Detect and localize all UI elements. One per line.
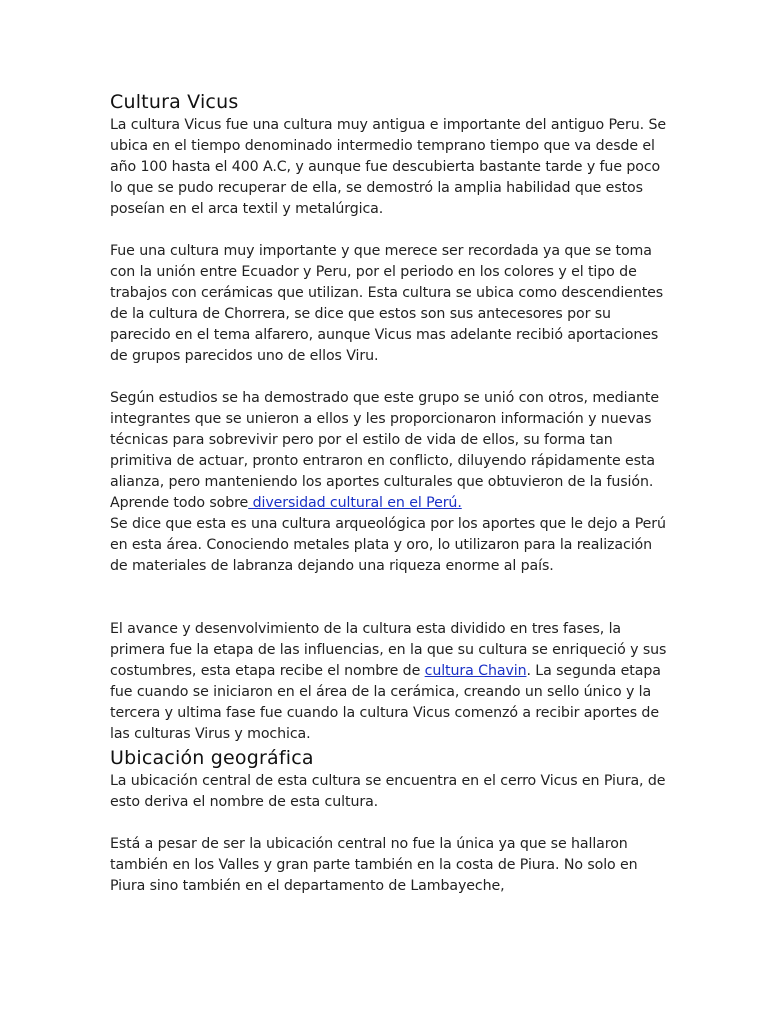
section-heading: Ubicación geográfica	[110, 747, 314, 769]
paragraph-6: La ubicación central de esta cultura se encuentra en el cerro Vicus en Piura, de esto deriva el nombre de esta cultura.	[110, 773, 666, 810]
paragraph-3	[110, 388, 670, 514]
paragraph-5-text-after: . La segunda etapa fue cuando se iniciaron en el área de la cerámica, creando un sello único y la tercera y ultima fase fue cuando la cultura Vicus comenzó a recibir aportes de las culturas Virus y mochica.	[110, 663, 661, 742]
paragraph-2: Fue una cultura muy importante y que merece ser recordada ya que se toma con la unión entre Ecuador y Peru, por el periodo en los colores y el tipo de trabajos con cerámicas que utilizan. Esta cultura se ubica como descendientes de la cultura de Chorrera, se dice que estos son sus antecesores por su parecido en el tema alfarero, aunque Vicus mas adelante recibió aportaciones de grupos parecidos uno de ellos Viru.	[110, 243, 664, 364]
document-body	[110, 89, 670, 897]
link-cultura-chavin[interactable]: cultura Chavin	[424, 663, 527, 679]
paragraph-7: Está a pesar de ser la ubicación central no fue la única ya que se hallaron también en los Valles y gran parte también en la costa de Piura. No solo en Piura sino también en el departamento de Lambayeche,	[110, 836, 638, 894]
document-title: Cultura Vicus	[110, 91, 239, 113]
paragraph-spacer	[110, 367, 670, 388]
paragraph-spacer	[110, 813, 670, 834]
paragraph-4: Se dice que esta es una cultura arqueológica por los aportes que le dejo a Perú en esta área. Conociendo metales plata y oro, lo utilizaron para la realización de materiales de labranza dejando una riqueza enorme al país.	[110, 516, 666, 574]
paragraph-5	[110, 619, 670, 745]
paragraph-1: La cultura Vicus fue una cultura muy antigua e importante del antiguo Peru. Se ubica en el tiempo denominado intermedio temprano tiempo que va desde el año 100 hasta el 400 A.C, y aunque fue descubierta bastante tarde y fue poco lo que se pudo recuperar de ella, se demostró la amplia habilidad que estos poseían en el arca textil y metalúrgica.	[110, 117, 667, 217]
link-diversidad-cultural[interactable]: diversidad cultural en el Perú.	[248, 495, 462, 511]
paragraph-spacer	[110, 220, 670, 241]
paragraph-5-text-before: El avance y desenvolvimiento de la cultura esta dividido en tres fases, la primera fue la etapa de las influencias, en la que su cultura se enriqueció y sus costumbres, esta etapa recibe el nombre de	[110, 621, 667, 679]
paragraph-3-text: Según estudios se ha demostrado que este grupo se unió con otros, mediante integrantes que se unieron a ellos y les proporcionaron información y nuevas técnicas para sobrevivir pero por el estilo de vida de ellos, su forma tan primitiva de actuar, pronto entraron en conflicto, diluyendo rápidamente esta alianza, pero manteniendo los aportes culturales que obtuvieron de la fusión. Aprende todo sobre	[110, 390, 660, 511]
paragraph-spacer	[110, 577, 670, 619]
